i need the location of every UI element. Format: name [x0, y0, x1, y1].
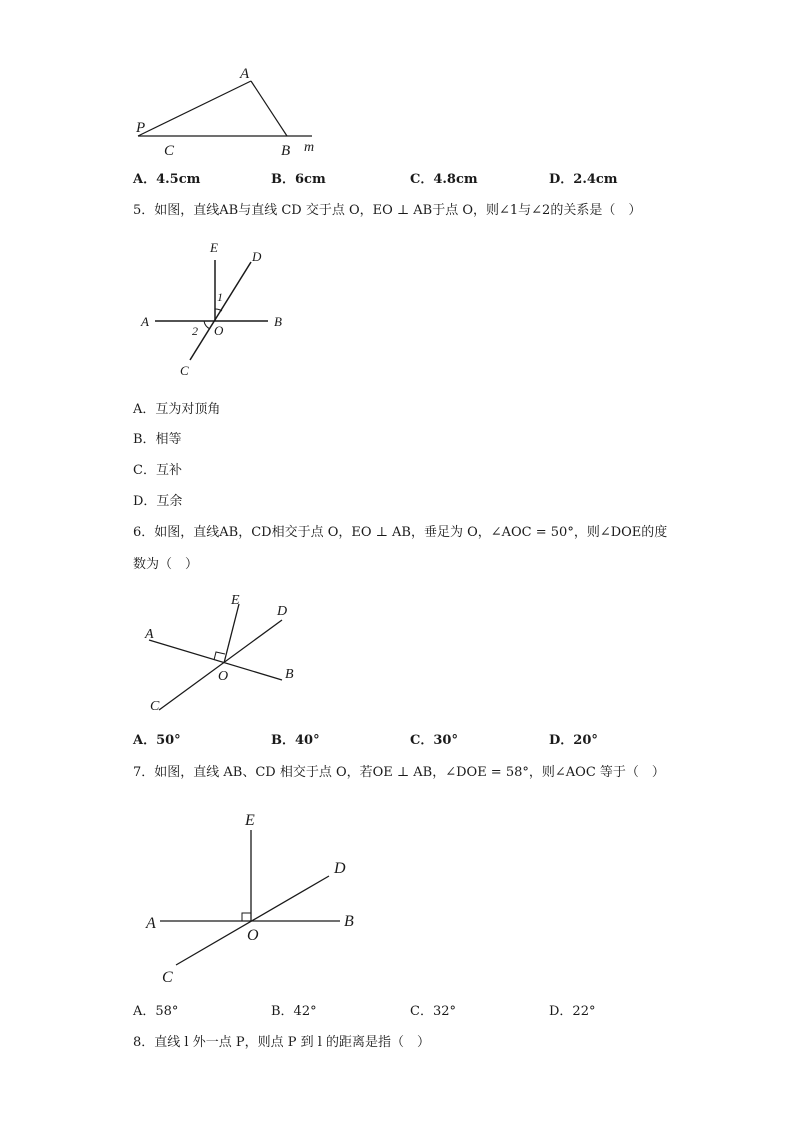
label-A: A: [141, 314, 149, 329]
label-B: B: [344, 913, 354, 930]
q8-stem: 8．直线 l 外一点 P，则点 P 到 l 的距离是指（ ）: [133, 1035, 431, 1050]
label-P: P: [136, 120, 146, 136]
q5-option-c[interactable]: C．互补: [133, 463, 182, 478]
angle-2-label: 2: [192, 324, 198, 338]
angle-1-label: 1: [217, 290, 223, 304]
q4-option-b[interactable]: B．6cm: [271, 172, 326, 187]
label-E: E: [210, 240, 218, 255]
label-A: A: [145, 627, 154, 642]
label-C: C: [180, 363, 189, 378]
label-B: B: [274, 314, 282, 329]
q6-option-b[interactable]: B．40°: [271, 733, 320, 748]
q7-stem: 7．如图，直线 AB、CD 相交于点 O，若OE ⊥ AB，∠DOE = 58°，则∠AOC 等于（ ）: [133, 765, 665, 780]
q4-option-a[interactable]: A．4.5cm: [133, 172, 201, 187]
q5-stem: 5．如图，直线AB与直线 CD 交于点 O，EO ⊥ AB于点 O，则∠1与∠2的关系是（ ）: [133, 203, 642, 218]
q5-option-a[interactable]: A．互为对顶角: [133, 402, 221, 417]
q6-stem-line1: 6．如图，直线AB，CD相交于点 O，EO ⊥ AB，垂足为 O，∠AOC = 50°，则∠DOE的度: [133, 525, 668, 540]
q6-option-a[interactable]: A．50°: [133, 733, 181, 748]
q7-option-b[interactable]: B．42°: [271, 1004, 317, 1019]
label-O: O: [214, 323, 224, 338]
q6-stem-line2: 数为（ ）: [133, 557, 199, 572]
label-O: O: [247, 927, 259, 944]
label-m: m: [304, 140, 315, 155]
q5-option-b[interactable]: B．相等: [133, 432, 182, 447]
label-A: A: [146, 915, 156, 932]
label-D: D: [252, 249, 262, 264]
q4-option-d[interactable]: D．2.4cm: [549, 172, 618, 187]
q6-option-c[interactable]: C．30°: [410, 733, 458, 748]
q6-option-d[interactable]: D．20°: [549, 733, 598, 748]
label-O: O: [218, 669, 229, 684]
label-B: B: [285, 667, 294, 682]
label-B: B: [281, 143, 291, 159]
label-D: D: [334, 860, 346, 877]
label-E: E: [245, 812, 255, 829]
label-D: D: [277, 604, 288, 619]
q7-option-a[interactable]: A．58°: [133, 1004, 179, 1019]
q7-option-c[interactable]: C．32°: [410, 1004, 456, 1019]
label-C: C: [150, 699, 160, 714]
label-E: E: [231, 593, 240, 608]
q5-option-d[interactable]: D．互余: [133, 494, 183, 509]
label-C: C: [164, 143, 175, 159]
label-C: C: [162, 969, 173, 986]
label-A: A: [240, 66, 250, 82]
q7-option-d[interactable]: D．22°: [549, 1004, 596, 1019]
q4-option-c[interactable]: C．4.8cm: [410, 172, 478, 187]
